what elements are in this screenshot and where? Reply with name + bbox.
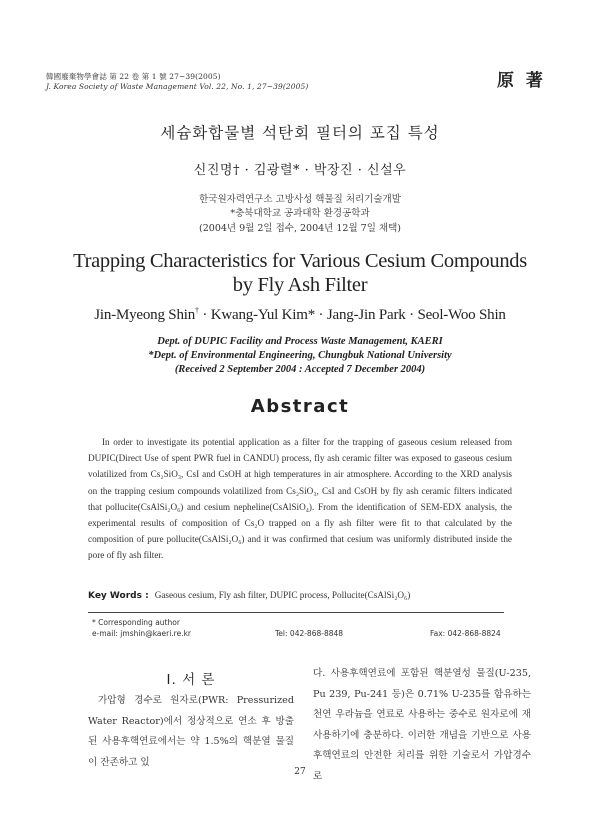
korean-title: 세슘화합물별 석탄회 필터의 포집 특성 — [160, 124, 440, 142]
corresponding-author-email: e-mail: jmshin@kaeri.re.kr — [92, 629, 192, 638]
keywords — [88, 590, 410, 601]
english-affiliation-1: Dept. of DUPIC Facility and Process Waste Management, KAERI — [157, 336, 443, 347]
other-authors: · Kwang-Yul Kim* · Jang-Jin Park · Seol-Woo Shin — [198, 307, 506, 323]
english-affiliation-2: *Dept. of Environmental Engineering, Chungbuk National University — [148, 350, 452, 361]
corresponding-author-mark: † — [195, 306, 199, 315]
page-number: 27 — [294, 767, 306, 777]
korean-affiliation-1: 한국원자력연구소 고방사성 핵물질 처리기술개발 — [199, 194, 401, 205]
keywords-label: Key Words : — [88, 591, 149, 601]
body-text-left-column: 가압형 경수로 원자로(PWR: Pressurized Water Reactor)에서 정상적으로 연소 후 방출된 사용후핵연료에서는 약 1.5%의 핵분열 물질이 잔존하고 있 — [88, 695, 294, 768]
abstract-heading: Abstract — [250, 396, 350, 417]
korean-affiliation-2: *충북대학교 공과대학 환경공학과 — [230, 208, 370, 219]
footnote-divider — [88, 612, 504, 613]
english-authors — [0, 307, 600, 324]
author-1-name: Jin-Myeong Shin — [94, 307, 196, 323]
english-title — [0, 249, 600, 297]
english-title-text: Trapping Characteristics for Various Cesium Compounds by Fly Ash Filter — [73, 250, 527, 296]
body-text-right-column: 다. 사용후핵연료에 포함된 핵분열성 물질(U-235, Pu 239, Pu-241 등)은 0.71% U-235를 함유하는 천연 우라늄을 연료로 사용하는 중수로 원자로에 재사용하기에 충분하다. 이러한 개념을 기반으로 사용후핵연료의 안전한 처리를 위한 기술로서 가압경수로 — [313, 668, 531, 782]
corresponding-author-tel: Tel: 042-868-8848 — [275, 629, 344, 638]
korean-authors: 신진명† · 김광렬* · 박장진 · 신설우 — [193, 163, 407, 178]
journal-citation-korean: 韓國廢棄物學會誌 第 22 卷 第 1 號 27~39(2005) — [46, 72, 221, 81]
corresponding-author-fax: Fax: 042-868-8824 — [430, 629, 501, 638]
abstract-text: In order to investigate its potential application as a filter for the trapping of gaseous cesium released from DUPIC(Direct Use of spent PWR fuel in CANDU) process, fly ash ceramic filter was exposed to gaseous cesium volatilized from Cs₂SiO₃, CsI and CsOH at high temperatures in air atmosphere. According to the XRD analysis on the trapping cesium compounds volatilized from Cs₂SiO₃, CsI and CsOH by fly ash ceramic filters indicated that pollucite(CsAlSi₂O₆) and cesium nepheline(CsAlSiO₄). From the identification of SEM-EDX analysis, the experimental results of composition of Cs₂O trapped on a fly ash filter were fit to that calculated by the composition of pure pollucite(CsAlSi₂O₆) and it was confirmed that cesium was uniformly distributed inside the pore of fly ash filter. — [88, 437, 512, 561]
section-heading-introduction: Ⅰ. 서 론 — [166, 672, 216, 688]
korean-received-date: (2004년 9월 2일 접수, 2004년 12월 7일 채택) — [199, 223, 401, 234]
keywords-text: Gaseous cesium, Fly ash filter, DUPIC process, Pollucite(CsAlSi₂O₆) — [154, 590, 411, 600]
english-received-date: (Received 2 September 2004 : Accepted 7 December 2004) — [174, 364, 426, 375]
corresponding-author-label: * Corresponding author — [92, 618, 180, 627]
journal-citation-english: J. Korea Society of Waste Management Vol. 22, No. 1, 27~39(2005) — [46, 82, 309, 91]
article-type-label: 原 著 — [497, 71, 546, 91]
